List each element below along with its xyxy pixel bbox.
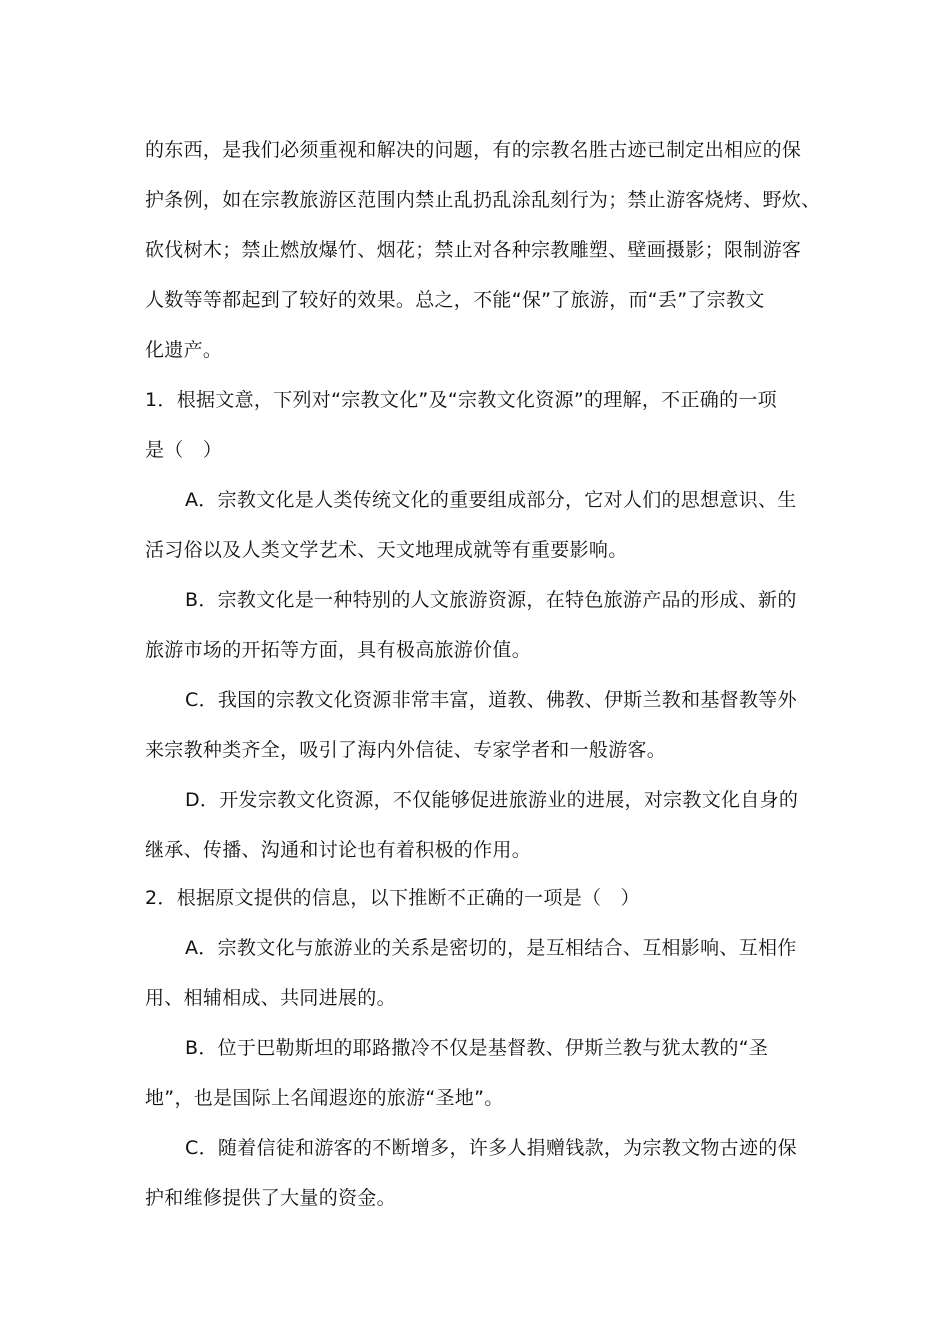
option-line: 来宗教种类齐全，吸引了海内外信徒、专家学者和一般游客。 (145, 739, 667, 761)
passage-line: 护条例，如在宗教旅游区范围内禁止乱扔乱涂乱刻行为；禁止游客烧烤、野炊、 (145, 189, 821, 211)
passage-line: 人数等等都起到了较好的效果。总之，不能“保”了旅游，而“丢”了宗教文 (145, 289, 765, 311)
option-line: 继承、传播、沟通和讨论也有着积极的作用。 (145, 839, 532, 861)
option-line: A．宗教文化是人类传统文化的重要组成部分，它对人们的思想意识、生 (185, 489, 797, 511)
option-line: D．开发宗教文化资源，不仅能够促进旅游业的进展，对宗教文化自身的 (185, 789, 799, 811)
passage-line: 的东西，是我们必须重视和解决的问题，有的宗教名胜古迹已制定出相应的保 (145, 139, 802, 161)
question-stem: 2．根据原文提供的信息，以下推断不正确的一项是（ ） (145, 887, 640, 909)
question-stem: 1．根据文意，下列对“宗教文化”及“宗教文化资源”的理解，不正确的一项 (145, 389, 777, 411)
option-line: 旅游市场的开拓等方面，具有极高旅游价值。 (145, 639, 532, 661)
option-line: 地”，也是国际上名闻遐迩的旅游“圣地”。 (145, 1087, 504, 1109)
option-line: C．随着信徒和游客的不断增多，许多人捐赠钱款，为宗教文物古迹的保 (185, 1137, 797, 1159)
option-line: B．宗教文化是一种特别的人文旅游资源，在特色旅游产品的形成、新的 (185, 589, 797, 611)
passage-line: 化遗产。 (145, 339, 223, 361)
option-line: 活习俗以及人类文学艺术、天文地理成就等有重要影响。 (145, 539, 628, 561)
option-line: 护和维修提供了大量的资金。 (145, 1187, 396, 1209)
option-line: A．宗教文化与旅游业的关系是密切的，是互相结合、互相影响、互相作 (185, 937, 797, 959)
option-line: C．我国的宗教文化资源非常丰富，道教、佛教、伊斯兰教和基督教等外 (185, 689, 797, 711)
option-line: 用、相辅相成、共同进展的。 (145, 987, 396, 1009)
option-line: B．位于巴勒斯坦的耶路撒冷不仅是基督教、伊斯兰教与犹太教的“圣 (185, 1037, 769, 1059)
question-stem: 是（ ） (145, 439, 223, 461)
passage-line: 砍伐树木；禁止燃放爆竹、烟花；禁止对各种宗教雕塑、壁画摄影；限制游客 (145, 239, 802, 261)
